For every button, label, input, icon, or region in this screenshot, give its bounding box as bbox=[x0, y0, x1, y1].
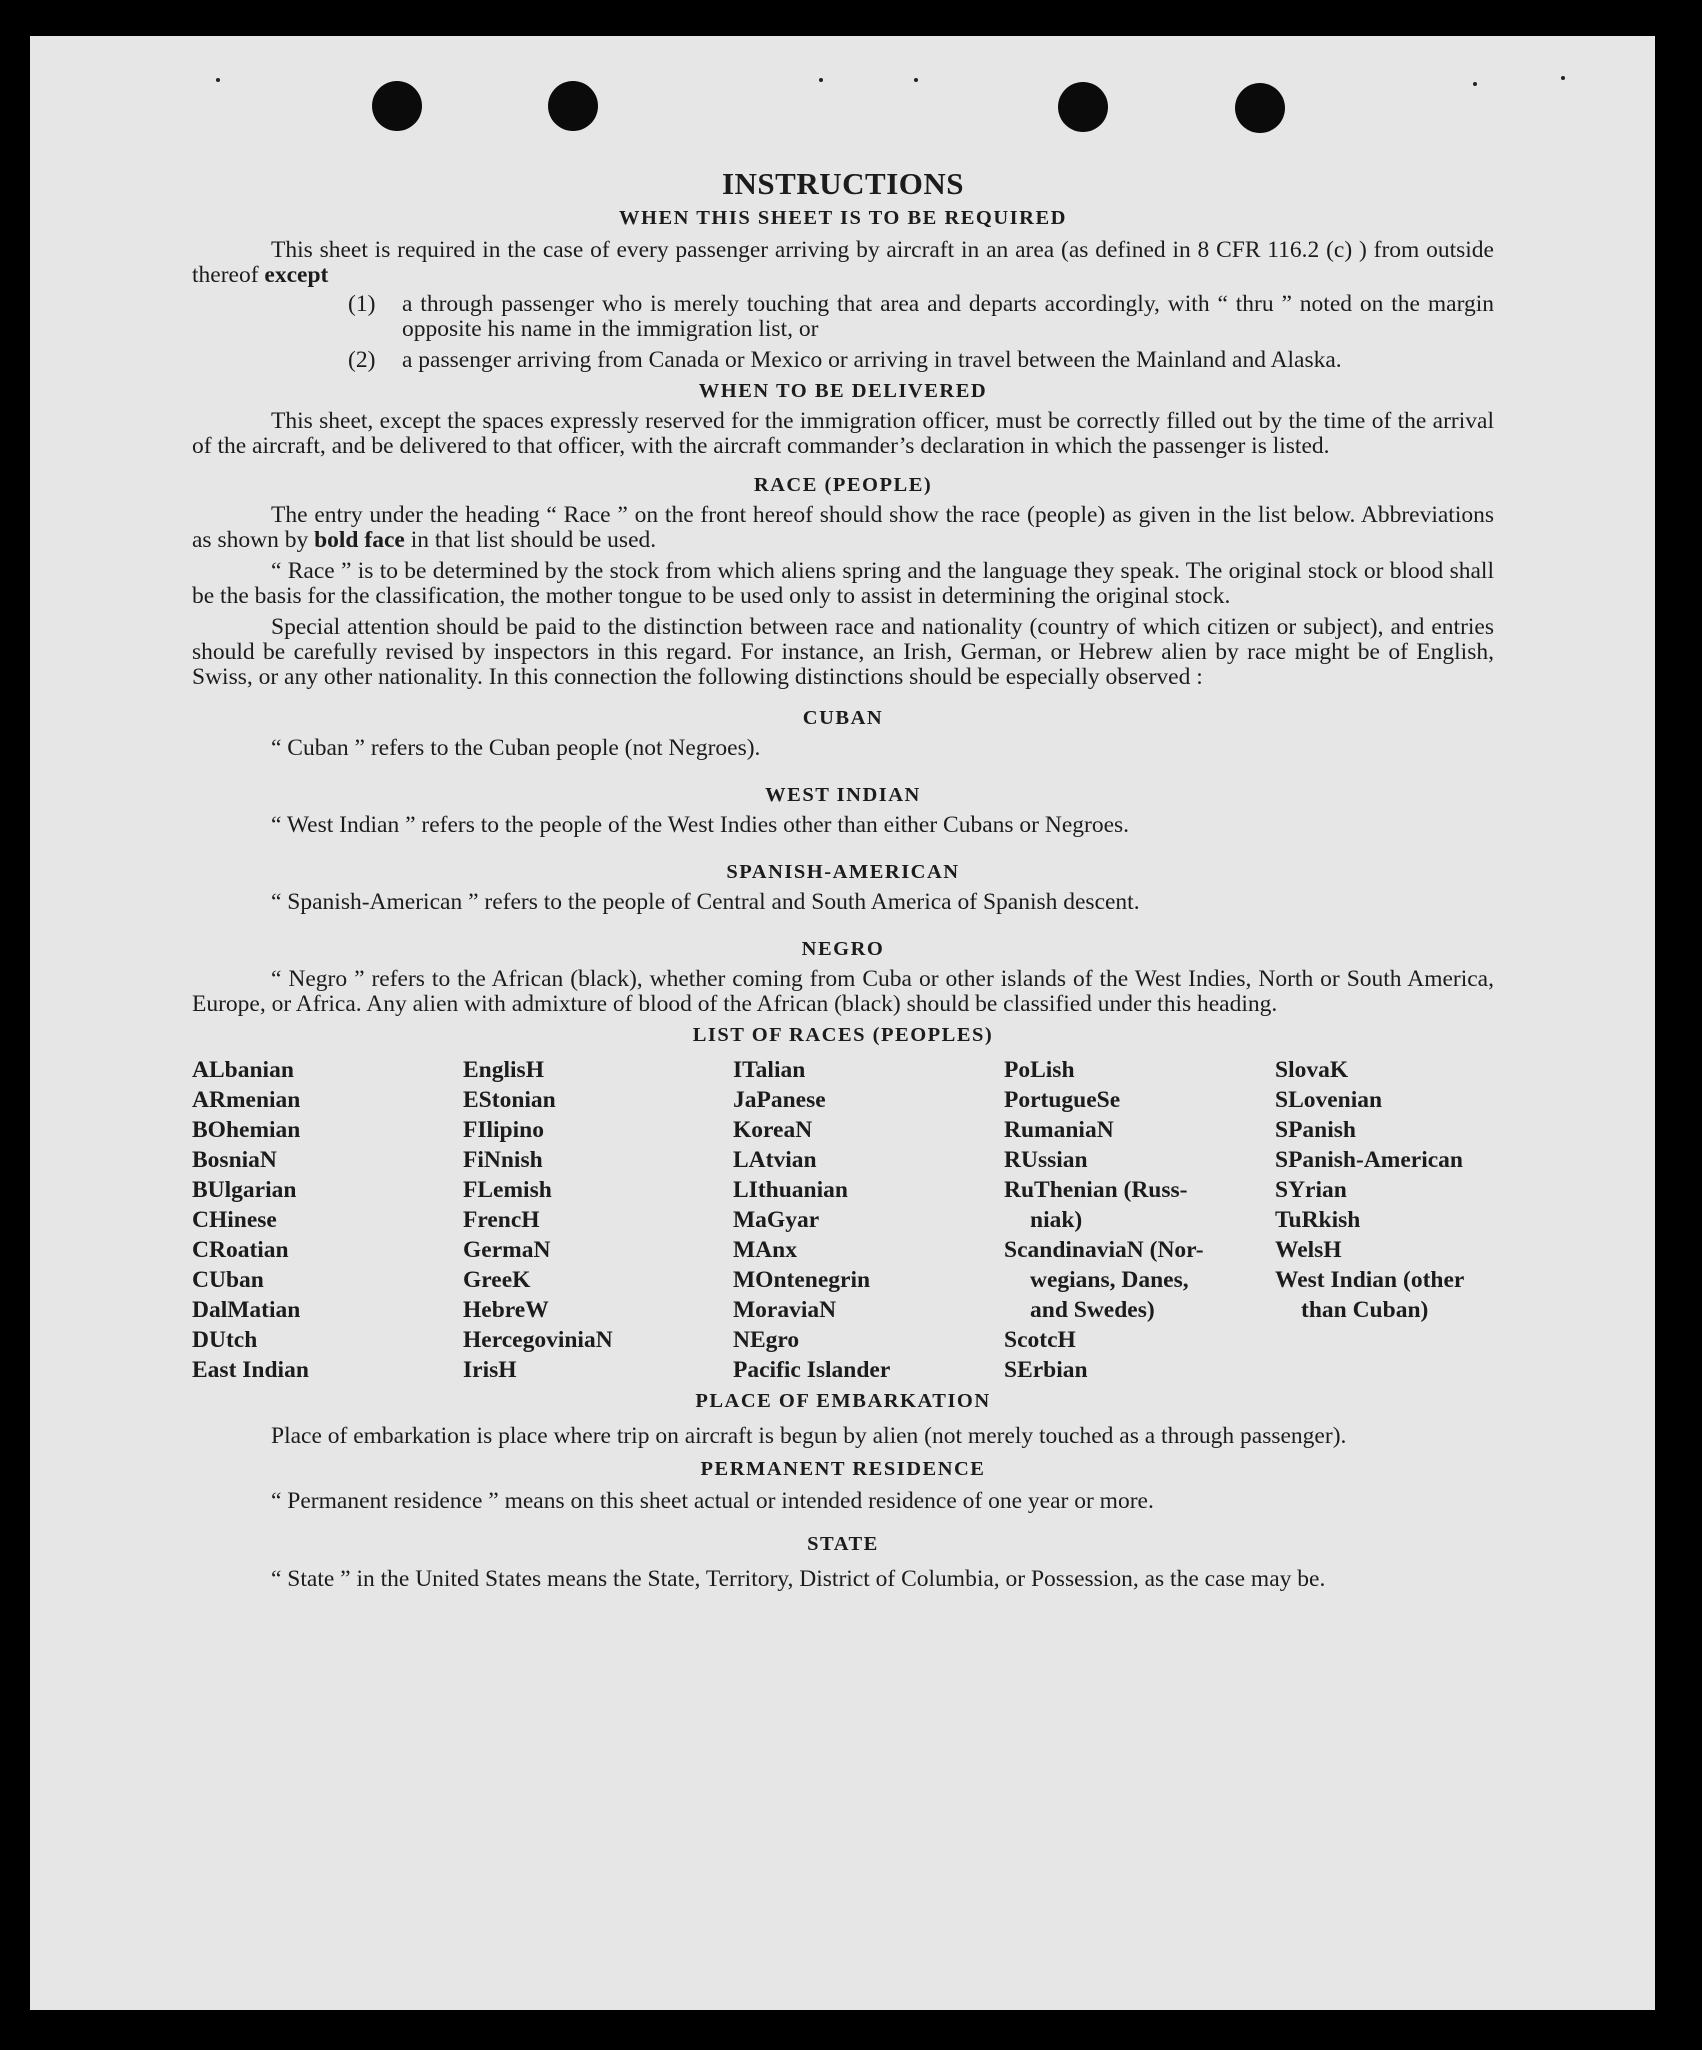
race-entry: CUban bbox=[192, 1267, 264, 1293]
speck bbox=[1561, 76, 1565, 80]
race-entry: ARmenian bbox=[192, 1087, 301, 1113]
instructions-content bbox=[192, 164, 1494, 1594]
bold-face-text: bold face bbox=[314, 527, 405, 553]
race-entry: BosniaN bbox=[192, 1147, 277, 1173]
heading-list-of-races: LIST OF RACES (PEOPLES) bbox=[692, 1024, 994, 1046]
heading-spanish-american: SPANISH-AMERICAN bbox=[726, 861, 960, 883]
heading-state: STATE bbox=[807, 1533, 879, 1555]
race-entry-continued: wegians, Danes, bbox=[1030, 1267, 1189, 1293]
speck bbox=[914, 78, 918, 82]
race-entry: SPanish bbox=[1275, 1117, 1356, 1143]
race-entry: West Indian (other bbox=[1275, 1267, 1465, 1293]
speck bbox=[1473, 82, 1477, 86]
list-item: (1) a through passenger who is merely touching that area and departs accordingly, with “ thru ” noted on the margin opposite his name in the immigration list, or bbox=[348, 291, 1494, 342]
race-entry: Pacific Islander bbox=[733, 1357, 891, 1383]
race-entry: BUlgarian bbox=[192, 1177, 297, 1203]
race-entry: FiNnish bbox=[463, 1147, 543, 1173]
races-column bbox=[733, 1055, 1004, 1385]
race-entry-continued: and Swedes) bbox=[1030, 1297, 1155, 1323]
races-column bbox=[192, 1055, 463, 1385]
speck bbox=[819, 78, 823, 82]
race-entry: East Indian bbox=[192, 1357, 309, 1383]
race-entry: ITalian bbox=[733, 1057, 806, 1083]
state-text: “ State ” in the United States means the State, Territory, District of Columbia, or Possession, as the case may be. bbox=[271, 1566, 1326, 1592]
race-entry: JaPanese bbox=[733, 1087, 826, 1113]
race-entry: FIlipino bbox=[463, 1117, 544, 1143]
punch-hole bbox=[1235, 83, 1285, 133]
race-entry: SLovenian bbox=[1275, 1087, 1383, 1113]
race-entry: NEgro bbox=[733, 1327, 800, 1353]
race-entry: PoLish bbox=[1004, 1057, 1075, 1083]
race-entry: MaGyar bbox=[733, 1207, 820, 1233]
race-entry: MAnx bbox=[733, 1237, 797, 1263]
speck bbox=[216, 78, 220, 82]
except-word: except bbox=[264, 262, 329, 288]
punch-hole bbox=[548, 81, 598, 131]
race-entry: BOhemian bbox=[192, 1117, 301, 1143]
required-intro: This sheet is required in the case of every passenger arriving by aircraft in an area (as defined in 8 CFR 116.2 (c) ) from outside thereof except bbox=[192, 237, 1494, 288]
race-entry: ScandinaviaN (Nor- bbox=[1004, 1237, 1204, 1263]
heading-negro: NEGRO bbox=[801, 938, 885, 960]
west-indian-text: “ West Indian ” refers to the people of the West Indies other than either Cubans or Negroes. bbox=[271, 812, 1130, 838]
spanish-american-text: “ Spanish-American ” refers to the people of Central and South America of Spanish descent. bbox=[271, 889, 1140, 915]
heading-embarkation: PLACE OF EMBARKATION bbox=[695, 1390, 991, 1412]
heading-cuban: CUBAN bbox=[802, 707, 884, 729]
cuban-text: “ Cuban ” refers to the Cuban people (not Negroes). bbox=[271, 735, 761, 761]
heading-required: WHEN THIS SHEET IS TO BE REQUIRED bbox=[619, 207, 1067, 229]
race-entry: SlovaK bbox=[1275, 1057, 1349, 1083]
race-entry: TuRkish bbox=[1275, 1207, 1361, 1233]
race-entry: ScotcH bbox=[1004, 1327, 1076, 1353]
race-entry: EnglisH bbox=[463, 1057, 544, 1083]
race-entry: EStonian bbox=[463, 1087, 556, 1113]
race-entry: WelsH bbox=[1275, 1237, 1342, 1263]
race-paragraph-2: “ Race ” is to be determined by the stock from which aliens spring and the language they speak. The original stock or blood shall be the basis for the classification, the mother tongue to be used only to assist in determining the original stock. bbox=[192, 558, 1494, 609]
heading-race: RACE (PEOPLE) bbox=[753, 474, 933, 496]
race-entry: SPanish-American bbox=[1275, 1147, 1463, 1173]
residence-text: “ Permanent residence ” means on this sheet actual or intended residence of one year or more. bbox=[271, 1488, 1154, 1514]
race-entry-continued: than Cuban) bbox=[1301, 1297, 1429, 1323]
race-entry: FLemish bbox=[463, 1177, 552, 1203]
race-entry: IrisH bbox=[463, 1357, 517, 1383]
page-title: INSTRUCTIONS bbox=[721, 166, 964, 201]
race-entry: RuThenian (Russ- bbox=[1004, 1177, 1188, 1203]
race-paragraph-1: The entry under the heading “ Race ” on the front hereof should show the race (people) as given in the list below. Abbreviations as shown by bold face in that list should be used. bbox=[192, 502, 1494, 553]
heading-west-indian: WEST INDIAN bbox=[765, 784, 921, 806]
race-entry: MoraviaN bbox=[733, 1297, 837, 1323]
race-entry: SYrian bbox=[1275, 1177, 1347, 1203]
heading-permanent-residence: PERMANENT RESIDENCE bbox=[700, 1458, 986, 1480]
negro-text: “ Negro ” refers to the African (black), whether coming from Cuba or other islands of the West Indies, North or South America, Europe, or Africa. Any alien with admixture of blood of the African (black) should be classified under this heading. bbox=[192, 966, 1494, 1017]
race-entry: RumaniaN bbox=[1004, 1117, 1114, 1143]
list-item: (2) a passenger arriving from Canada or Mexico or arriving in travel between the Mainland and Alaska. bbox=[348, 347, 1342, 373]
embarkation-text: Place of embarkation is place where trip on aircraft is begun by alien (not merely touched as a through passenger). bbox=[271, 1423, 1347, 1449]
race-entry: DalMatian bbox=[192, 1297, 301, 1323]
race-entry-continued: niak) bbox=[1030, 1207, 1083, 1233]
race-entry: CHinese bbox=[192, 1207, 277, 1233]
race-entry: LIthuanian bbox=[733, 1177, 848, 1203]
race-entry: CRoatian bbox=[192, 1237, 289, 1263]
race-entry: ALbanian bbox=[192, 1057, 294, 1083]
races-column bbox=[463, 1055, 733, 1385]
race-entry: MOntenegrin bbox=[733, 1267, 871, 1293]
race-entry: SErbian bbox=[1004, 1357, 1088, 1383]
heading-delivered: WHEN TO BE DELIVERED bbox=[698, 380, 988, 402]
race-entry: GreeK bbox=[463, 1267, 531, 1293]
race-entry: GermaN bbox=[463, 1237, 551, 1263]
races-column bbox=[1004, 1055, 1275, 1385]
race-entry: HercegoviniaN bbox=[463, 1327, 613, 1353]
race-entry: LAtvian bbox=[733, 1147, 817, 1173]
delivered-text: This sheet, except the spaces expressly reserved for the immigration officer, must be correctly filled out by the time of the arrival of the aircraft, and be delivered to that officer, with the aircraft commander’s declaration in which the passenger is listed. bbox=[192, 408, 1494, 459]
punch-hole bbox=[372, 81, 422, 131]
race-paragraph-3: Special attention should be paid to the distinction between race and nationality (country of which citizen or subject), and entries should be carefully revised by inspectors in this regard. For instance, an Irish, German, or Hebrew alien by race might be of English, Swiss, or any other nationality. In this connection the following distinctions should be especially observed : bbox=[192, 614, 1494, 690]
race-entry: HebreW bbox=[463, 1297, 549, 1323]
races-table bbox=[192, 1055, 1494, 1385]
race-entry: FrencH bbox=[463, 1207, 540, 1233]
race-entry: PortugueSe bbox=[1004, 1087, 1121, 1113]
races-column bbox=[1275, 1055, 1494, 1385]
race-entry: KoreaN bbox=[733, 1117, 813, 1143]
race-entry: RUssian bbox=[1004, 1147, 1088, 1173]
punch-hole bbox=[1058, 82, 1108, 132]
race-entry: DUtch bbox=[192, 1327, 258, 1353]
